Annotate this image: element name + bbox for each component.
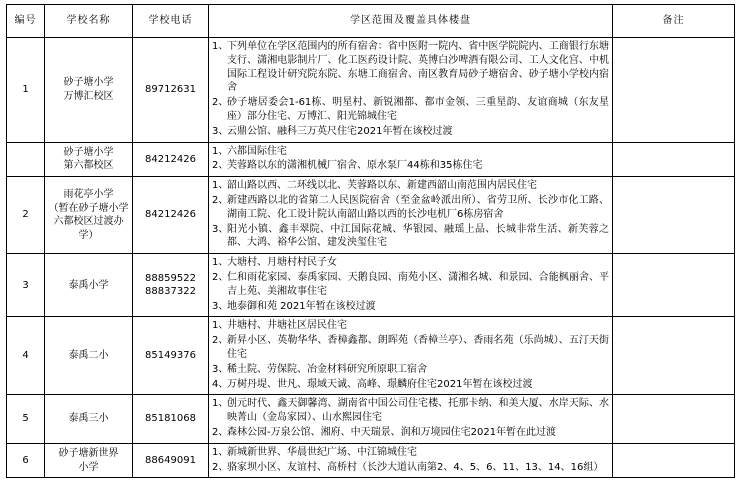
- list-marker: 1、: [212, 446, 229, 458]
- scope-list-item-text: 云鼎公馆、融科三万英尺住宅2021年暂在该校过渡: [227, 125, 453, 137]
- table-header: [7, 5, 735, 38]
- scope-list-item-text: 新建西路以北的省第二人民医院宿舍（至金盆岭派出所）、省劳卫所、长沙市化工路、湖南工院、化工设计院认南韶山路以西的长沙电机厂6栋房宿舍: [227, 194, 609, 220]
- list-marker: 3、: [212, 363, 229, 375]
- cell-note: [613, 395, 735, 443]
- list-marker: 2、: [212, 271, 229, 283]
- cell-scope: [209, 317, 613, 395]
- scope-list: [212, 256, 609, 313]
- scope-list: [212, 40, 609, 139]
- table-row: [7, 395, 735, 443]
- scope-list-item: [212, 300, 609, 314]
- scope-list-item: [212, 334, 609, 362]
- table-row: [7, 317, 735, 395]
- list-marker: 1、: [212, 320, 229, 332]
- scope-list-item-text: 稀土院、劳保院、冶金材料研究所原职工宿舍: [227, 363, 427, 375]
- list-marker: 2、: [212, 426, 229, 438]
- table-row: [7, 38, 735, 143]
- scope-list-item-text: 地泰御和苑 2021年暂在该校过渡: [227, 300, 376, 312]
- scope-list-item: [212, 271, 609, 299]
- scope-list-item-text: 井塘村、井塘社区居民住宅: [227, 320, 347, 332]
- list-marker: 3、: [212, 125, 229, 137]
- scope-list-item-text: 大塘村、月塘村村民子女: [227, 257, 337, 269]
- table-header-row: [7, 5, 735, 38]
- scope-list-item-text: 骆家坝小区、友谊村、高桥村（长沙大道认南第2、4、5、6、11、13、14、16组）: [227, 461, 604, 473]
- list-marker: 2、: [212, 335, 229, 347]
- list-marker: 2、: [212, 194, 229, 206]
- scope-list-item: [212, 96, 609, 124]
- scope-list-item: [212, 125, 609, 139]
- table-row: [7, 142, 735, 177]
- cell-note: [613, 317, 735, 395]
- scope-list-item: [212, 145, 609, 159]
- cell-scope: [209, 177, 613, 254]
- scope-list-item-text: 万树丹堤、世凡、璟域天诚、高峰、璟麟府住宅2021年暂在该校过渡: [227, 378, 533, 390]
- cell-no: [7, 142, 45, 177]
- table-row: [7, 443, 735, 478]
- scope-list-item-text: 芙蓉路以东的潇湘机械厂宿舍、原水泵厂44栋和35栋住宅: [227, 160, 483, 172]
- column-header-school-name: 学校名称: [45, 5, 133, 38]
- table-row: [7, 254, 735, 317]
- scope-list-item-text: 森林公园-万泉公馆、湘府、中天瑞景、润和万境园住宅2021年暂在此过渡: [227, 426, 557, 438]
- scope-list-item: [212, 159, 609, 173]
- scope-list: [212, 446, 609, 475]
- column-header-scope: 学区范围及覆盖具体楼盘: [209, 5, 613, 38]
- scope-list-item-text: 砂子塘居委会1-61栋、明星村、新锐湘都、都市金领、三重星韵、友谊商城（东友星座）部分住宅、万博汇、阳光锦城住宅: [227, 97, 609, 122]
- table-body: [7, 38, 735, 478]
- cell-note: [613, 254, 735, 317]
- scope-list: [212, 319, 609, 391]
- scope-list-item: [212, 397, 609, 425]
- list-marker: 1、: [212, 180, 229, 192]
- cell-note: [613, 142, 735, 177]
- scope-list-item: [212, 461, 609, 475]
- scope-list-item: [212, 426, 609, 440]
- cell-school-name: 泰禹二小: [45, 317, 133, 395]
- scope-list-item-text: 下列单位在学区范围内的所有宿舍：省中医附一院内、省中医学院院内、工商银行东塘支行、潇湘电影制片厂、化工医药设计院、英博白沙啤酒有限公司、工人文化宫、中机国际工程设计研究院东院、东塘工商宿舍、南区教育局砂子塘宿舍、砂子塘小学校内宿舍: [227, 41, 609, 94]
- scope-list-item: [212, 446, 609, 460]
- scope-list-item: [212, 256, 609, 270]
- scope-list-item-text: 新城新世界、华晨世纪广场、中江锦城住宅: [227, 446, 417, 458]
- cell-school-name: 泰禹小学: [45, 254, 133, 317]
- column-header-no: 编号: [7, 5, 45, 38]
- list-marker: 3、: [212, 223, 229, 235]
- list-marker: 1、: [212, 145, 229, 157]
- cell-no: 3: [7, 254, 45, 317]
- scope-list-item-text: 韶山路以西、二环线以北、芙蓉路以东、新建西韶山南范围内居民住宅: [227, 180, 537, 192]
- column-header-note: 备注: [613, 5, 735, 38]
- cell-scope: [209, 38, 613, 143]
- column-header-phone: 学校电话: [133, 5, 209, 38]
- cell-note: [613, 443, 735, 478]
- cell-phone: 88649091: [133, 443, 209, 478]
- cell-school-name: 雨花亭小学 （暂在砂子塘小学六都校区过渡办学）: [45, 177, 133, 254]
- cell-note: [613, 38, 735, 143]
- scope-list-item-text: 仁和雨花家园、泰禹家园、天鹅良园、南苑小区、潇湘名城、和景园、合能枫丽舍、平吉上苑、美湘故事住宅: [227, 271, 609, 297]
- cell-school-name: 砂子塘小学 万博汇校区: [45, 38, 133, 143]
- scope-list: [212, 179, 609, 250]
- cell-scope: [209, 254, 613, 317]
- cell-no: 4: [7, 317, 45, 395]
- list-marker: 1、: [212, 41, 229, 52]
- list-marker: 2、: [212, 160, 229, 172]
- scope-list-item-text: 创元时代、鑫天御馨湾、湖南省中国公司住宅楼、托那卡纳、和美大厦、水岸天际、水映菁山（金岛家园）、山水熙园住宅: [227, 398, 609, 424]
- list-marker: 2、: [212, 461, 229, 473]
- cell-scope: [209, 395, 613, 443]
- scope-list-item: [212, 319, 609, 333]
- cell-phone: 84212426: [133, 142, 209, 177]
- scope-list-item: [212, 223, 609, 251]
- scope-list: [212, 145, 609, 174]
- cell-no: 5: [7, 395, 45, 443]
- cell-scope: [209, 142, 613, 177]
- cell-phone: 89712631: [133, 38, 209, 143]
- cell-phone: 85181068: [133, 395, 209, 443]
- cell-no: 2: [7, 177, 45, 254]
- list-marker: 2、: [212, 97, 229, 109]
- scope-list-item: [212, 363, 609, 377]
- cell-phone: 88859522 88837322: [133, 254, 209, 317]
- list-marker: 1、: [212, 257, 229, 269]
- school-zone-table: [6, 4, 735, 478]
- cell-phone: 85149376: [133, 317, 209, 395]
- list-marker: 1、: [212, 398, 229, 410]
- scope-list-item: [212, 40, 609, 95]
- cell-school-name: 砂子塘新世界 小学: [45, 443, 133, 478]
- scope-list: [212, 397, 609, 439]
- cell-scope: [209, 443, 613, 478]
- cell-no: 6: [7, 443, 45, 478]
- scope-list-item-text: 六都国际住宅: [227, 145, 287, 157]
- cell-phone: 84212426: [133, 177, 209, 254]
- cell-school-name: 砂子塘小学 第六都校区: [45, 142, 133, 177]
- scope-list-item: [212, 179, 609, 193]
- list-marker: 4、: [212, 378, 229, 390]
- list-marker: 3、: [212, 300, 229, 312]
- scope-list-item: [212, 194, 609, 222]
- scope-list-item: [212, 378, 609, 392]
- scope-list-item-text: 新昇小区、英勒华华、香樟鑫都、朗晖苑（香樟兰亭）、香雨名苑（乐尚城）、五汀天街住宅: [227, 335, 609, 360]
- cell-no: 1: [7, 38, 45, 143]
- table-row: [7, 177, 735, 254]
- scope-list-item-text: 阳光小镇、鑫丰翠院、中江国际花城、华银园、融瑶上品、长城非常生活、新芙蓉之都、大鸿、裕华公馆、建发泱玺住宅: [227, 223, 609, 249]
- cell-note: [613, 177, 735, 254]
- cell-school-name: 泰禹三小: [45, 395, 133, 443]
